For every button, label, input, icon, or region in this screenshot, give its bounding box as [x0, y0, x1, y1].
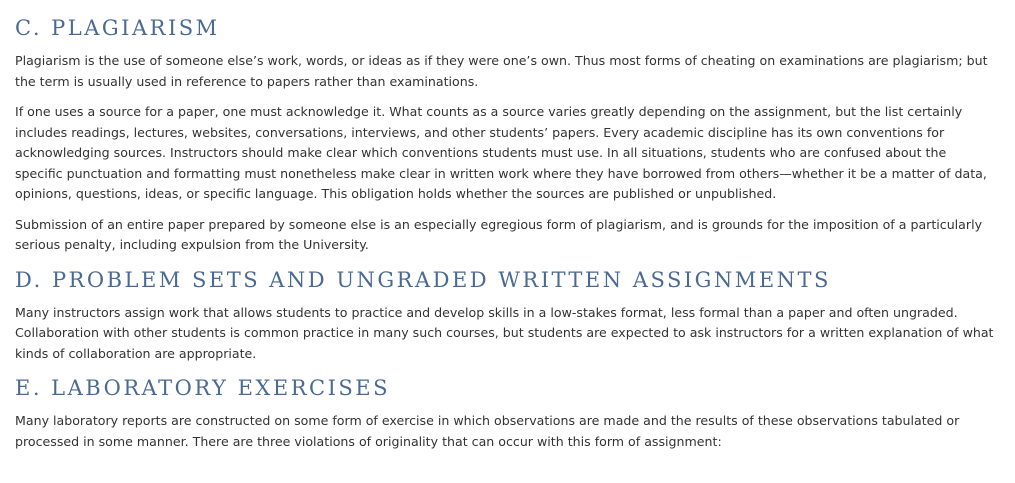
paragraph: Many instructors assign work that allows students to practice and develop skills in a low-stakes format, less formal than a paper and often ungraded. Collaboration with other students is common practice in many such courses, but students are expected to ask instructors for a written explanation of what kinds of collaboration are appropriate.: [15, 304, 994, 361]
section-heading: D. PROBLEM SETS AND UNGRADED WRITTEN ASSIGNMENTS: [15, 267, 831, 292]
section-heading: C. PLAGIARISM: [15, 16, 220, 40]
paragraph: Submission of an entire paper prepared by someone else is an especially egregious form of plagiarism, and is grounds for the imposition of a particularly serious penalty, including expulsion from the University.: [15, 216, 983, 252]
section-plagiarism: [15, 14, 995, 256]
paragraph: If one uses a source for a paper, one must acknowledge it. What counts as a source varies greatly depending on the assignment, but the list certainly includes readings, lectures, websites, conversations, interviews, and other students’ papers. Every academic discipline has its own conventions for acknowledging sources. Instructors should make clear which conventions students must use. In all situations, students who are confused about the specific punctuation and formatting must nonetheless make clear in written work where they have borrowed from others—whether it be a matter of data, opinions, questions, ideas, or specific language. This obligation holds whether the sources are published or unpublished.: [15, 104, 987, 201]
section-problem-sets: [15, 266, 995, 365]
paragraph: Plagiarism is the use of someone else’s work, words, or ideas as if they were one’s own. Thus most forms of cheating on examinations are plagiarism; but the term is usually used in reference to papers rather than examinations.: [15, 53, 988, 89]
section-laboratory-exercises: [15, 374, 995, 452]
section-heading: E. LABORATORY EXERCISES: [15, 376, 390, 400]
paragraph: Many laboratory reports are constructed on some form of exercise in which observations are made and the results of these observations tabulated or processed in some manner. There are three violations of originality that can occur with this form of assignment:: [15, 413, 960, 449]
